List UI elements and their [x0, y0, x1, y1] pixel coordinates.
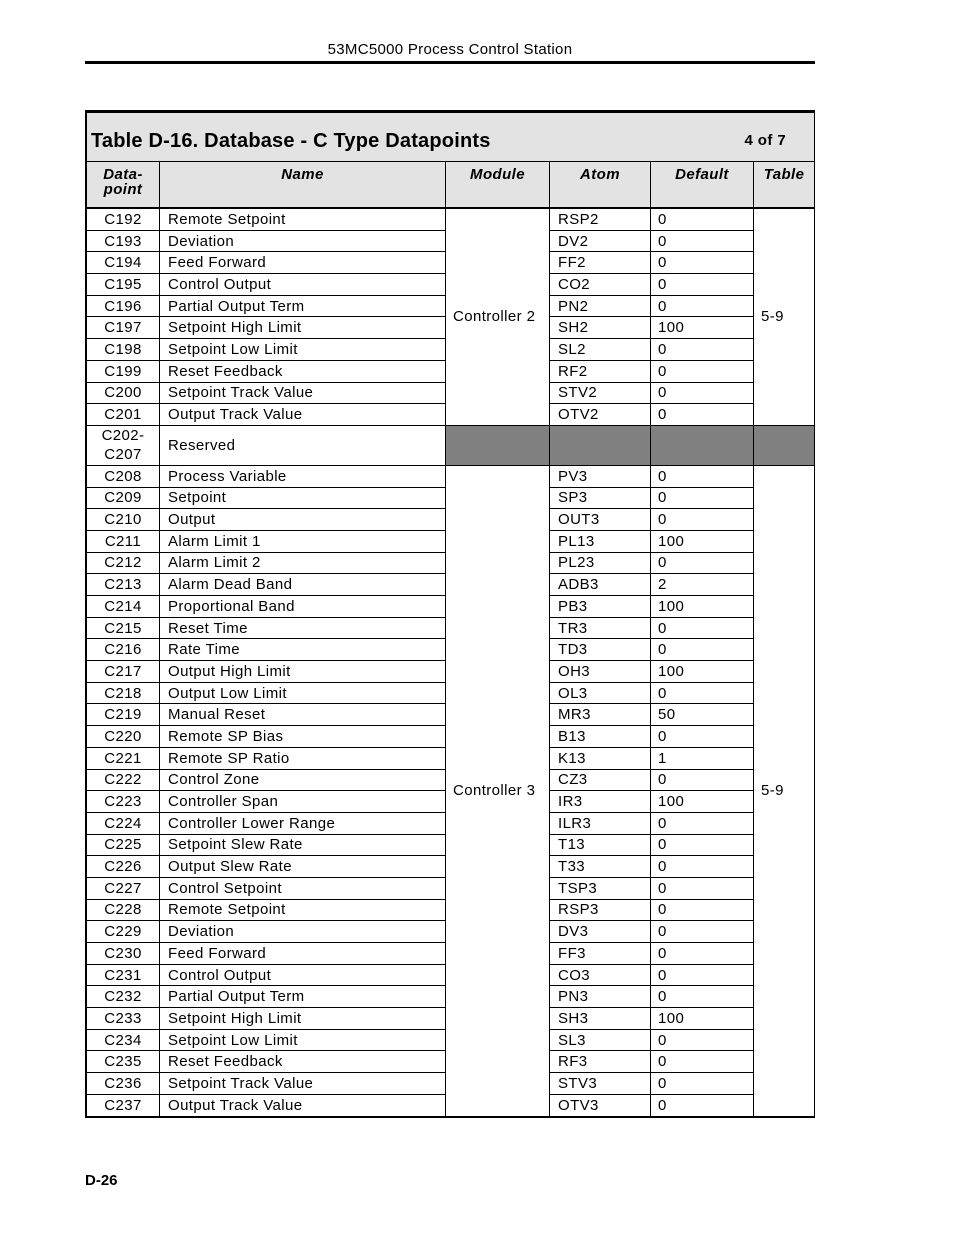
datapoint-cell: C213 — [87, 574, 160, 596]
default-cell: 0 — [651, 274, 754, 296]
atom-cell: STV3 — [550, 1073, 651, 1095]
name-cell: Output Slew Rate — [160, 856, 446, 878]
datapoint-cell: C211 — [87, 530, 160, 552]
name-cell: Partial Output Term — [160, 295, 446, 317]
atom-cell: ILR3 — [550, 812, 651, 834]
datapoint-cell: C218 — [87, 682, 160, 704]
atom-cell: SP3 — [550, 487, 651, 509]
datapoint-cell: C222 — [87, 769, 160, 791]
name-cell: Setpoint Track Value — [160, 1073, 446, 1095]
name-cell: Setpoint Low Limit — [160, 1029, 446, 1051]
column-header-table: Table — [754, 162, 815, 209]
default-cell: 100 — [651, 661, 754, 683]
atom-cell: PN3 — [550, 986, 651, 1008]
datapoint-cell: C212 — [87, 552, 160, 574]
name-cell: Output — [160, 509, 446, 531]
default-cell: 0 — [651, 943, 754, 965]
name-cell: Alarm Limit 2 — [160, 552, 446, 574]
atom-cell: T13 — [550, 834, 651, 856]
default-cell: 0 — [651, 552, 754, 574]
atom-cell: SL3 — [550, 1029, 651, 1051]
name-cell: Process Variable — [160, 465, 446, 487]
table-ref-cell: 5-9 — [754, 208, 815, 425]
atom-cell: TD3 — [550, 639, 651, 661]
datapoint-cell: C233 — [87, 1008, 160, 1030]
name-cell: Setpoint Low Limit — [160, 339, 446, 361]
default-cell: 0 — [651, 360, 754, 382]
datapoint-cell: C234 — [87, 1029, 160, 1051]
datapoint-cell: C231 — [87, 964, 160, 986]
table-row — [87, 465, 815, 487]
module-cell: Controller 3 — [446, 465, 550, 1116]
datapoint-cell: C216 — [87, 639, 160, 661]
name-cell: Partial Output Term — [160, 986, 446, 1008]
atom-cell: FF2 — [550, 252, 651, 274]
table-row — [87, 208, 815, 230]
datapoint-cell: C200 — [87, 382, 160, 404]
datapoint-cell: C196 — [87, 295, 160, 317]
name-cell: Reserved — [160, 425, 446, 465]
atom-cell: PN2 — [550, 295, 651, 317]
default-cell: 0 — [651, 404, 754, 426]
datapoint-cell: C192 — [87, 208, 160, 230]
name-cell: Output Track Value — [160, 404, 446, 426]
name-cell: Control Output — [160, 964, 446, 986]
name-cell: Feed Forward — [160, 252, 446, 274]
datapoint-cell: C197 — [87, 317, 160, 339]
datapoint-cell: C229 — [87, 921, 160, 943]
name-cell: Deviation — [160, 921, 446, 943]
table-title-cell — [87, 112, 815, 162]
default-cell: 0 — [651, 487, 754, 509]
default-cell: 50 — [651, 704, 754, 726]
atom-cell: RF3 — [550, 1051, 651, 1073]
default-cell: 2 — [651, 574, 754, 596]
reserved-default-cell — [651, 425, 754, 465]
table-body — [87, 208, 815, 1116]
default-cell: 0 — [651, 1029, 754, 1051]
atom-cell: MR3 — [550, 704, 651, 726]
atom-cell: PL13 — [550, 530, 651, 552]
datapoint-cell: C215 — [87, 617, 160, 639]
datapoint-table-frame — [85, 110, 815, 1118]
default-cell: 100 — [651, 1008, 754, 1030]
default-cell: 100 — [651, 317, 754, 339]
default-cell: 0 — [651, 682, 754, 704]
datapoint-cell: C210 — [87, 509, 160, 531]
atom-cell: DV2 — [550, 230, 651, 252]
atom-cell: SL2 — [550, 339, 651, 361]
default-cell: 0 — [651, 1073, 754, 1095]
reserved-module-cell — [446, 425, 550, 465]
column-header-name: Name — [160, 162, 446, 209]
atom-cell: DV3 — [550, 921, 651, 943]
column-header-default: Default — [651, 162, 754, 209]
name-cell: Remote SP Ratio — [160, 747, 446, 769]
name-cell: Setpoint High Limit — [160, 317, 446, 339]
name-cell: Feed Forward — [160, 943, 446, 965]
datapoint-cell: C209 — [87, 487, 160, 509]
name-cell: Control Output — [160, 274, 446, 296]
name-cell: Remote Setpoint — [160, 899, 446, 921]
datapoint-cell: C201 — [87, 404, 160, 426]
default-cell: 0 — [651, 856, 754, 878]
reserved-range-end: C207 — [104, 446, 142, 464]
atom-cell: FF3 — [550, 943, 651, 965]
atom-cell: PV3 — [550, 465, 651, 487]
running-head: 53MC5000 Process Control Station — [327, 41, 573, 58]
name-cell: Control Zone — [160, 769, 446, 791]
header-rule — [85, 61, 815, 64]
datapoint-cell: C236 — [87, 1073, 160, 1095]
reserved-row — [87, 425, 815, 465]
atom-cell: CO3 — [550, 964, 651, 986]
datapoint-cell: C232 — [87, 986, 160, 1008]
default-cell: 0 — [651, 230, 754, 252]
default-cell: 0 — [651, 295, 754, 317]
name-cell: Remote SP Bias — [160, 726, 446, 748]
atom-cell: STV2 — [550, 382, 651, 404]
reserved-table-cell — [754, 425, 815, 465]
default-cell: 0 — [651, 1051, 754, 1073]
atom-cell: OH3 — [550, 661, 651, 683]
name-cell: Manual Reset — [160, 704, 446, 726]
atom-cell: ADB3 — [550, 574, 651, 596]
name-cell: Setpoint High Limit — [160, 1008, 446, 1030]
atom-cell: TR3 — [550, 617, 651, 639]
default-cell: 0 — [651, 639, 754, 661]
default-cell: 0 — [651, 899, 754, 921]
atom-cell: CO2 — [550, 274, 651, 296]
datapoint-cell: C225 — [87, 834, 160, 856]
default-cell: 0 — [651, 921, 754, 943]
datapoint-cell — [87, 425, 160, 465]
default-cell: 0 — [651, 877, 754, 899]
datapoint-cell: C194 — [87, 252, 160, 274]
datapoint-cell: C223 — [87, 791, 160, 813]
atom-cell: PL23 — [550, 552, 651, 574]
datapoint-cell: C214 — [87, 596, 160, 618]
datapoint-cell: C199 — [87, 360, 160, 382]
default-cell: 0 — [651, 834, 754, 856]
datapoint-cell: C237 — [87, 1094, 160, 1116]
column-header-datapoint-line1: Data- — [103, 166, 143, 183]
column-header-datapoint — [87, 162, 160, 209]
name-cell: Output Track Value — [160, 1094, 446, 1116]
name-cell: Setpoint Track Value — [160, 382, 446, 404]
datapoint-cell: C217 — [87, 661, 160, 683]
table-title: Table D-16. Database - C Type Datapoints — [91, 130, 491, 152]
name-cell: Alarm Limit 1 — [160, 530, 446, 552]
datapoint-cell: C220 — [87, 726, 160, 748]
name-cell: Alarm Dead Band — [160, 574, 446, 596]
name-cell: Remote Setpoint — [160, 208, 446, 230]
datapoint-cell: C230 — [87, 943, 160, 965]
default-cell: 0 — [651, 339, 754, 361]
default-cell: 0 — [651, 465, 754, 487]
module-cell: Controller 2 — [446, 208, 550, 425]
reserved-atom-cell — [550, 425, 651, 465]
default-cell: 100 — [651, 530, 754, 552]
page-number: D-26 — [85, 1172, 118, 1189]
datapoint-cell: C227 — [87, 877, 160, 899]
default-cell: 0 — [651, 1094, 754, 1116]
atom-cell: SH3 — [550, 1008, 651, 1030]
name-cell: Output Low Limit — [160, 682, 446, 704]
datapoint-cell: C235 — [87, 1051, 160, 1073]
table-header-row — [87, 162, 815, 209]
atom-cell: OTV2 — [550, 404, 651, 426]
name-cell: Rate Time — [160, 639, 446, 661]
atom-cell: K13 — [550, 747, 651, 769]
atom-cell: TSP3 — [550, 877, 651, 899]
atom-cell: T33 — [550, 856, 651, 878]
name-cell: Controller Lower Range — [160, 812, 446, 834]
datapoint-cell: C193 — [87, 230, 160, 252]
reserved-range-start: C202- — [101, 427, 145, 445]
atom-cell: IR3 — [550, 791, 651, 813]
datapoint-cell: C226 — [87, 856, 160, 878]
datapoint-cell: C221 — [87, 747, 160, 769]
atom-cell: B13 — [550, 726, 651, 748]
column-header-datapoint-line2: point — [103, 181, 143, 198]
name-cell: Output High Limit — [160, 661, 446, 683]
atom-cell: CZ3 — [550, 769, 651, 791]
name-cell: Reset Feedback — [160, 1051, 446, 1073]
name-cell: Setpoint — [160, 487, 446, 509]
default-cell: 0 — [651, 726, 754, 748]
default-cell: 0 — [651, 208, 754, 230]
atom-cell: OTV3 — [550, 1094, 651, 1116]
atom-cell: RSP2 — [550, 208, 651, 230]
default-cell: 0 — [651, 509, 754, 531]
default-cell: 0 — [651, 617, 754, 639]
default-cell: 0 — [651, 769, 754, 791]
table-page-indicator: 4 of 7 — [744, 132, 787, 149]
datapoint-cell: C219 — [87, 704, 160, 726]
table-ref-cell: 5-9 — [754, 465, 815, 1116]
atom-cell: SH2 — [550, 317, 651, 339]
name-cell: Reset Feedback — [160, 360, 446, 382]
name-cell: Deviation — [160, 230, 446, 252]
name-cell: Controller Span — [160, 791, 446, 813]
default-cell: 100 — [651, 596, 754, 618]
default-cell: 0 — [651, 812, 754, 834]
default-cell: 1 — [651, 747, 754, 769]
atom-cell: RSP3 — [550, 899, 651, 921]
datapoint-cell: C208 — [87, 465, 160, 487]
atom-cell: OL3 — [550, 682, 651, 704]
reserved-range — [102, 426, 145, 464]
table-title-row — [87, 112, 815, 162]
default-cell: 100 — [651, 791, 754, 813]
datapoint-cell: C224 — [87, 812, 160, 834]
atom-cell: RF2 — [550, 360, 651, 382]
datapoint-cell: C195 — [87, 274, 160, 296]
column-header-module: Module — [446, 162, 550, 209]
atom-cell: OUT3 — [550, 509, 651, 531]
atom-cell: PB3 — [550, 596, 651, 618]
name-cell: Setpoint Slew Rate — [160, 834, 446, 856]
default-cell: 0 — [651, 252, 754, 274]
datapoint-table — [86, 111, 815, 1117]
default-cell: 0 — [651, 964, 754, 986]
name-cell: Control Setpoint — [160, 877, 446, 899]
datapoint-cell: C228 — [87, 899, 160, 921]
datapoint-cell: C198 — [87, 339, 160, 361]
name-cell: Reset Time — [160, 617, 446, 639]
column-header-atom: Atom — [550, 162, 651, 209]
name-cell: Proportional Band — [160, 596, 446, 618]
default-cell: 0 — [651, 382, 754, 404]
default-cell: 0 — [651, 986, 754, 1008]
